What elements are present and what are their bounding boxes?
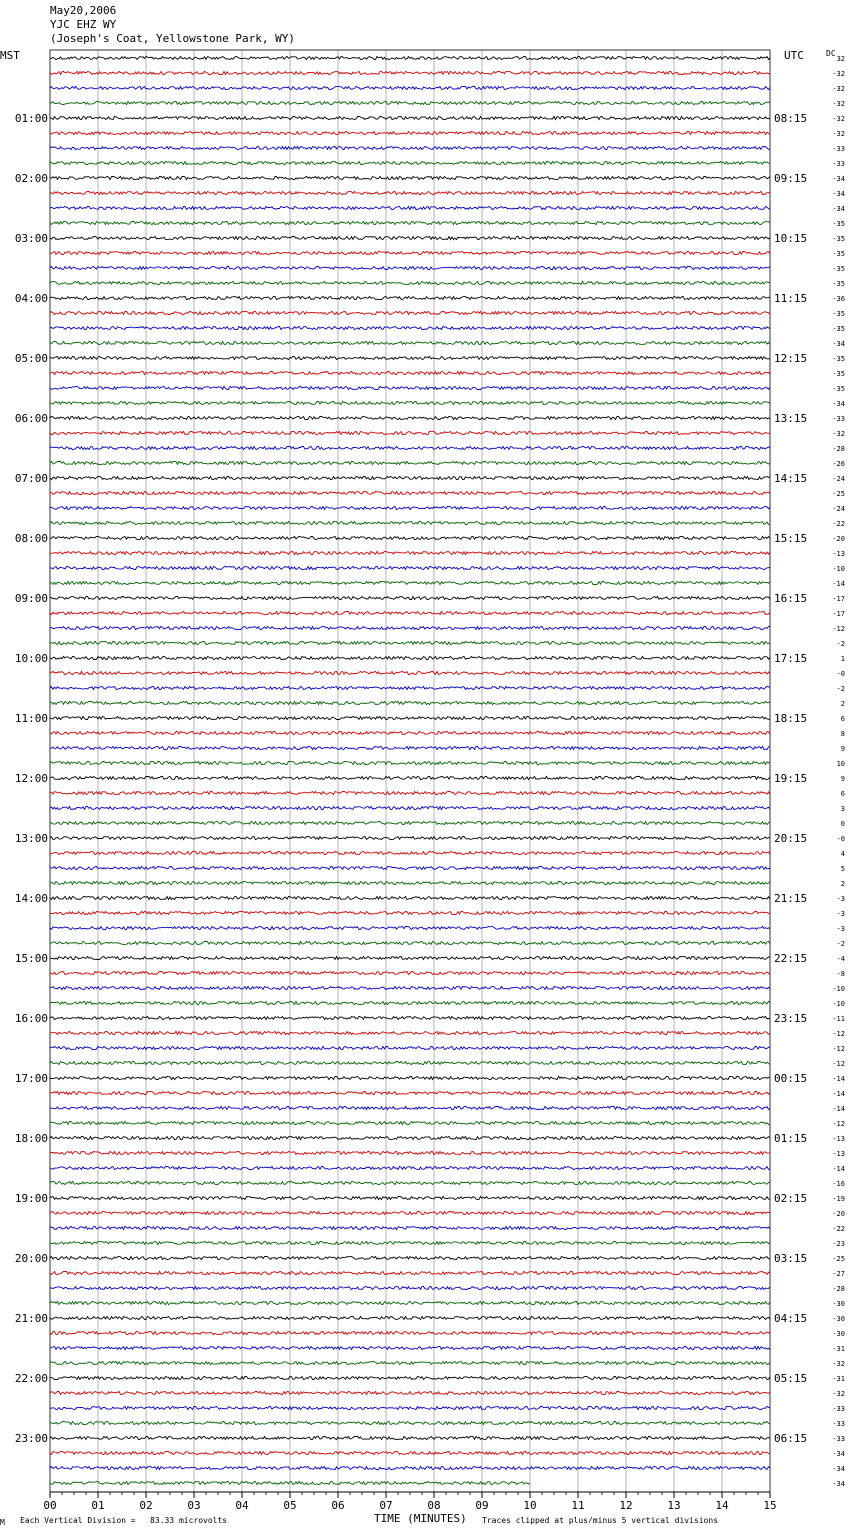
dc-offset-labels (832, 55, 845, 1488)
trace-row-36 (50, 581, 770, 584)
trace-row-22 (50, 371, 770, 374)
dc-offset-row-23: -35 (832, 385, 845, 393)
dc-offset-row-78: -20 (832, 1210, 845, 1218)
dc-offset-row-32: -22 (832, 520, 845, 528)
trace-row-18 (50, 311, 770, 314)
dc-offset-row-59: -3 (836, 925, 845, 933)
mst-label-10:00: 10:00 (14, 652, 48, 665)
utc-label-06:15: 06:15 (774, 1432, 808, 1445)
utc-label-16:15: 16:15 (774, 592, 808, 605)
utc-label-15:15: 15:15 (774, 532, 808, 545)
dc-offset-row-61: -4 (836, 955, 845, 963)
dc-offset-row-40: -2 (836, 640, 845, 648)
dc-offset-row-70: -14 (832, 1090, 845, 1098)
dc-offset-row-13: -35 (832, 235, 845, 243)
dc-offset-row-45: 6 (840, 715, 845, 723)
dc-offset-row-55: 5 (840, 865, 845, 873)
trace-row-30 (50, 491, 770, 494)
utc-label-01:15: 01:15 (774, 1132, 808, 1145)
trace-row-52 (50, 821, 770, 824)
station-location: (Joseph's Coat, Yellowstone Park, WY) (50, 32, 296, 45)
time-axis (43, 1492, 776, 1512)
x-tick-label-03: 03 (187, 1499, 201, 1512)
record-date: May20,2006 (50, 4, 117, 17)
dc-offset-row-65: -11 (832, 1015, 845, 1023)
trace-row-26 (50, 431, 770, 434)
utc-label-14:15: 14:15 (774, 472, 808, 485)
dc-offset-row-8: -33 (832, 160, 845, 168)
dc-offset-row-2: -32 (832, 70, 845, 78)
trace-row-24 (50, 401, 770, 404)
utc-label-12:15: 12:15 (774, 352, 808, 365)
dc-offset-row-28: -26 (832, 460, 845, 468)
trace-row-29 (50, 476, 770, 479)
trace-row-28 (50, 461, 770, 464)
trace-row-79 (50, 1226, 770, 1229)
mst-label-02:00: 02:00 (14, 172, 48, 185)
trace-row-93 (50, 1436, 770, 1439)
trace-row-88 (50, 1361, 770, 1364)
dc-offset-row-29: -24 (832, 475, 845, 483)
trace-row-5 (50, 116, 770, 119)
dc-offset-row-35: -10 (832, 565, 845, 573)
dc-offset-row-91: -33 (832, 1405, 845, 1413)
dc-offset-row-22: -35 (832, 370, 845, 378)
dc-offset-row-47: 9 (840, 745, 845, 753)
trace-row-46 (50, 731, 770, 734)
trace-row-67 (50, 1046, 770, 1049)
trace-row-43 (50, 686, 770, 689)
dc-offset-row-37: -17 (832, 595, 845, 603)
trace-row-54 (50, 851, 770, 854)
trace-row-19 (50, 326, 770, 329)
trace-row-45 (50, 716, 770, 719)
x-tick-label-12: 12 (619, 1499, 633, 1512)
trace-row-49 (50, 776, 770, 779)
dc-offset-row-56: 2 (840, 880, 845, 888)
dc-offset-row-43: -2 (836, 685, 845, 693)
trace-row-39 (50, 626, 770, 629)
dc-offset-row-64: -10 (832, 1000, 845, 1008)
right-timezone-label: UTC (784, 49, 804, 62)
trace-row-90 (50, 1391, 770, 1394)
mst-label-01:00: 01:00 (14, 112, 48, 125)
mst-label-23:00: 23:00 (14, 1432, 48, 1445)
x-tick-label-01: 01 (91, 1499, 105, 1512)
dc-offset-row-76: -16 (832, 1180, 845, 1188)
x-tick-label-04: 04 (235, 1499, 249, 1512)
utc-label-09:15: 09:15 (774, 172, 808, 185)
trace-row-86 (50, 1331, 770, 1334)
trace-row-16 (50, 281, 770, 284)
trace-row-48 (50, 761, 770, 764)
trace-row-6 (50, 131, 770, 134)
trace-row-70 (50, 1091, 770, 1094)
dc-offset-row-83: -28 (832, 1285, 845, 1293)
dc-offset-row-42: -0 (836, 670, 845, 678)
dc-offset-row-11: -34 (832, 205, 845, 213)
trace-row-74 (50, 1151, 770, 1154)
dc-offset-row-25: -33 (832, 415, 845, 423)
dc-offset-row-41: 1 (840, 655, 845, 663)
dc-offset-row-49: 9 (840, 775, 845, 783)
utc-label-04:15: 04:15 (774, 1312, 808, 1325)
dc-offset-row-74: -13 (832, 1150, 845, 1158)
trace-row-57 (50, 896, 770, 899)
dc-offset-row-63: -10 (832, 985, 845, 993)
x-tick-label-08: 08 (427, 1499, 441, 1512)
trace-row-77 (50, 1196, 770, 1199)
dc-offset-row-87: -31 (832, 1345, 845, 1353)
trace-row-64 (50, 1001, 770, 1004)
dc-offset-row-15: -35 (832, 265, 845, 273)
dc-offset-row-16: -35 (832, 280, 845, 288)
dc-offset-row-6: -32 (832, 130, 845, 138)
x-tick-label-11: 11 (571, 1499, 585, 1512)
x-tick-label-00: 00 (43, 1499, 57, 1512)
dc-offset-row-57: -3 (836, 895, 845, 903)
dc-offset-row-73: -13 (832, 1135, 845, 1143)
trace-row-73 (50, 1136, 770, 1139)
dc-offset-row-52: 0 (840, 820, 845, 828)
vertical-division-note: Each Vertical Division = 83.33 microvolts (20, 1516, 228, 1525)
dc-offset-row-85: -30 (832, 1315, 845, 1323)
dc-offset-row-95: -34 (832, 1465, 845, 1473)
dc-offset-row-36: -14 (832, 580, 845, 588)
dc-offset-row-17: -36 (832, 295, 845, 303)
trace-row-91 (50, 1406, 770, 1409)
x-tick-label-06: 06 (331, 1499, 345, 1512)
dc-offset-row-60: -2 (836, 940, 845, 948)
dc-offset-row-86: -30 (832, 1330, 845, 1338)
dc-offset-row-80: -23 (832, 1240, 845, 1248)
x-tick-label-13: 13 (667, 1499, 681, 1512)
trace-row-55 (50, 866, 770, 869)
trace-row-84 (50, 1301, 770, 1304)
dc-offset-row-9: -34 (832, 175, 845, 183)
dc-offset-row-34: -13 (832, 550, 845, 558)
utc-label-00:15: 00:15 (774, 1072, 808, 1085)
mst-label-08:00: 08:00 (14, 532, 48, 545)
dc-offset-row-81: -25 (832, 1255, 845, 1263)
dc-offset-row-27: -28 (832, 445, 845, 453)
x-tick-label-14: 14 (715, 1499, 729, 1512)
utc-label-20:15: 20:15 (774, 832, 808, 845)
dc-offset-row-10: -34 (832, 190, 845, 198)
left-timezone-label: MST (0, 49, 20, 62)
dc-offset-row-88: -32 (832, 1360, 845, 1368)
trace-row-7 (50, 146, 770, 149)
mst-label-14:00: 14:00 (14, 892, 48, 905)
trace-row-65 (50, 1016, 770, 1019)
dc-offset-row-44: 2 (840, 700, 845, 708)
trace-row-14 (50, 251, 770, 254)
mst-label-19:00: 19:00 (14, 1192, 48, 1205)
trace-row-85 (50, 1316, 770, 1319)
trace-row-32 (50, 521, 770, 524)
dc-offset-row-20: -34 (832, 340, 845, 348)
trace-row-62 (50, 971, 770, 974)
trace-row-82 (50, 1271, 770, 1274)
utc-label-23:15: 23:15 (774, 1012, 808, 1025)
mst-label-17:00: 17:00 (14, 1072, 48, 1085)
trace-row-12 (50, 221, 770, 224)
trace-row-68 (50, 1061, 770, 1064)
trace-row-33 (50, 536, 770, 539)
trace-row-51 (50, 806, 770, 809)
utc-label-22:15: 22:15 (774, 952, 808, 965)
dc-offset-row-51: 3 (840, 805, 845, 813)
trace-row-53 (50, 836, 770, 839)
trace-row-61 (50, 956, 770, 959)
dc-offset-row-31: -24 (832, 505, 845, 513)
trace-row-58 (50, 911, 770, 914)
trace-row-92 (50, 1421, 770, 1424)
dc-offset-row-82: -27 (832, 1270, 845, 1278)
trace-row-69 (50, 1076, 770, 1079)
mst-label-05:00: 05:00 (14, 352, 48, 365)
trace-row-72 (50, 1121, 770, 1124)
trace-row-87 (50, 1346, 770, 1349)
mst-label-07:00: 07:00 (14, 472, 48, 485)
mst-label-06:00: 06:00 (14, 412, 48, 425)
dc-offset-row-79: -22 (832, 1225, 845, 1233)
dc-offset-row-75: -14 (832, 1165, 845, 1173)
utc-label-02:15: 02:15 (774, 1192, 808, 1205)
trace-row-94 (50, 1451, 770, 1454)
trace-row-41 (50, 656, 770, 659)
trace-row-21 (50, 356, 770, 359)
mst-label-11:00: 11:00 (14, 712, 48, 725)
trace-row-23 (50, 386, 770, 389)
trace-row-13 (50, 236, 770, 239)
station-code: YJC EHZ WY (50, 18, 117, 31)
dc-offset-row-72: -12 (832, 1120, 845, 1128)
utc-label-19:15: 19:15 (774, 772, 808, 785)
dc-offset-row-7: -33 (832, 145, 845, 153)
trace-row-11 (50, 206, 770, 209)
dc-offset-row-33: -20 (832, 535, 845, 543)
mst-label-15:00: 15:00 (14, 952, 48, 965)
utc-hour-labels (774, 112, 807, 1445)
trace-row-83 (50, 1286, 770, 1289)
dc-offset-row-77: -19 (832, 1195, 845, 1203)
dc-offset-row-14: -35 (832, 250, 845, 258)
dc-offset-row-18: -35 (832, 310, 845, 318)
dc-offset-row-21: -35 (832, 355, 845, 363)
trace-row-15 (50, 266, 770, 269)
trace-row-10 (50, 191, 770, 194)
mst-label-12:00: 12:00 (14, 772, 48, 785)
trace-row-63 (50, 986, 770, 989)
utc-label-11:15: 11:15 (774, 292, 808, 305)
trace-row-71 (50, 1106, 770, 1109)
x-tick-label-15: 15 (763, 1499, 777, 1512)
trace-row-31 (50, 506, 770, 509)
dc-offset-row-89: -31 (832, 1375, 845, 1383)
dc-offset-row-94: -34 (832, 1450, 845, 1458)
clip-note: Traces clipped at plus/minus 5 vertical divisions (482, 1516, 719, 1525)
mst-label-18:00: 18:00 (14, 1132, 48, 1145)
trace-row-59 (50, 926, 770, 929)
dc-offset-row-48: 10 (836, 760, 845, 768)
trace-row-9 (50, 176, 770, 179)
trace-row-47 (50, 746, 770, 749)
trace-row-17 (50, 296, 770, 299)
dc-offset-row-90: -32 (832, 1390, 845, 1398)
trace-row-44 (50, 701, 770, 704)
trace-row-4 (50, 101, 770, 104)
trace-row-20 (50, 341, 770, 344)
dc-offset-row-24: -34 (832, 400, 845, 408)
utc-label-03:15: 03:15 (774, 1252, 808, 1265)
trace-row-50 (50, 791, 770, 794)
trace-row-40 (50, 641, 770, 644)
trace-row-27 (50, 446, 770, 449)
trace-row-80 (50, 1241, 770, 1244)
mst-hour-labels (15, 112, 48, 1445)
trace-row-34 (50, 551, 770, 554)
mst-label-13:00: 13:00 (14, 832, 48, 845)
utc-label-10:15: 10:15 (774, 232, 808, 245)
trace-row-1 (50, 56, 770, 59)
dc-offset-header: DC (826, 49, 836, 58)
dc-offset-row-62: -8 (836, 970, 845, 978)
dc-offset-row-30: -25 (832, 490, 845, 498)
dc-offset-row-50: 6 (840, 790, 845, 798)
mst-label-21:00: 21:00 (14, 1312, 48, 1325)
dc-offset-row-1: 32 (836, 55, 845, 63)
x-tick-label-09: 09 (475, 1499, 489, 1512)
x-tick-label-02: 02 (139, 1499, 153, 1512)
dc-offset-row-84: -30 (832, 1300, 845, 1308)
trace-row-3 (50, 86, 770, 89)
x-axis-title: TIME (MINUTES) (374, 1512, 467, 1525)
trace-row-75 (50, 1166, 770, 1169)
trace-row-95 (50, 1466, 770, 1469)
dc-offset-row-96: -34 (832, 1480, 845, 1488)
x-tick-label-10: 10 (523, 1499, 537, 1512)
dc-offset-row-12: -35 (832, 220, 845, 228)
corner-mark: M (0, 1518, 5, 1527)
dc-offset-row-69: -14 (832, 1075, 845, 1083)
dc-offset-row-38: -17 (832, 610, 845, 618)
dc-offset-row-4: -32 (832, 100, 845, 108)
x-tick-label-05: 05 (283, 1499, 297, 1512)
mst-label-03:00: 03:00 (14, 232, 48, 245)
trace-row-25 (50, 416, 770, 419)
dc-offset-row-68: -12 (832, 1060, 845, 1068)
mst-label-09:00: 09:00 (14, 592, 48, 605)
dc-offset-row-67: -12 (832, 1045, 845, 1053)
dc-offset-row-66: -12 (832, 1030, 845, 1038)
dc-offset-row-92: -33 (832, 1420, 845, 1428)
trace-row-60 (50, 941, 770, 944)
dc-offset-row-19: -35 (832, 325, 845, 333)
trace-row-66 (50, 1031, 770, 1034)
mst-label-16:00: 16:00 (14, 1012, 48, 1025)
trace-row-2 (50, 71, 770, 74)
dc-offset-row-54: 4 (840, 850, 845, 858)
dc-offset-row-93: -33 (832, 1435, 845, 1443)
x-tick-label-07: 07 (379, 1499, 393, 1512)
dc-offset-row-53: -0 (836, 835, 845, 843)
mst-label-20:00: 20:00 (14, 1252, 48, 1265)
seismic-traces (50, 56, 770, 1484)
dc-offset-row-39: -12 (832, 625, 845, 633)
utc-label-17:15: 17:15 (774, 652, 808, 665)
trace-row-42 (50, 671, 770, 674)
trace-row-76 (50, 1181, 770, 1184)
dc-offset-row-46: 8 (840, 730, 845, 738)
dc-offset-row-71: -14 (832, 1105, 845, 1113)
trace-row-89 (50, 1376, 770, 1379)
dc-offset-row-26: -32 (832, 430, 845, 438)
utc-label-21:15: 21:15 (774, 892, 808, 905)
utc-label-05:15: 05:15 (774, 1372, 808, 1385)
trace-row-78 (50, 1211, 770, 1214)
trace-row-56 (50, 881, 770, 884)
dc-offset-row-3: -32 (832, 85, 845, 93)
mst-label-04:00: 04:00 (14, 292, 48, 305)
trace-row-8 (50, 161, 770, 164)
trace-row-81 (50, 1256, 770, 1259)
trace-row-37 (50, 596, 770, 599)
trace-row-38 (50, 611, 770, 614)
trace-row-35 (50, 566, 770, 569)
dc-offset-row-5: -32 (832, 115, 845, 123)
utc-label-13:15: 13:15 (774, 412, 808, 425)
mst-label-22:00: 22:00 (14, 1372, 48, 1385)
dc-offset-row-58: -3 (836, 910, 845, 918)
utc-label-18:15: 18:15 (774, 712, 808, 725)
utc-label-08:15: 08:15 (774, 112, 808, 125)
